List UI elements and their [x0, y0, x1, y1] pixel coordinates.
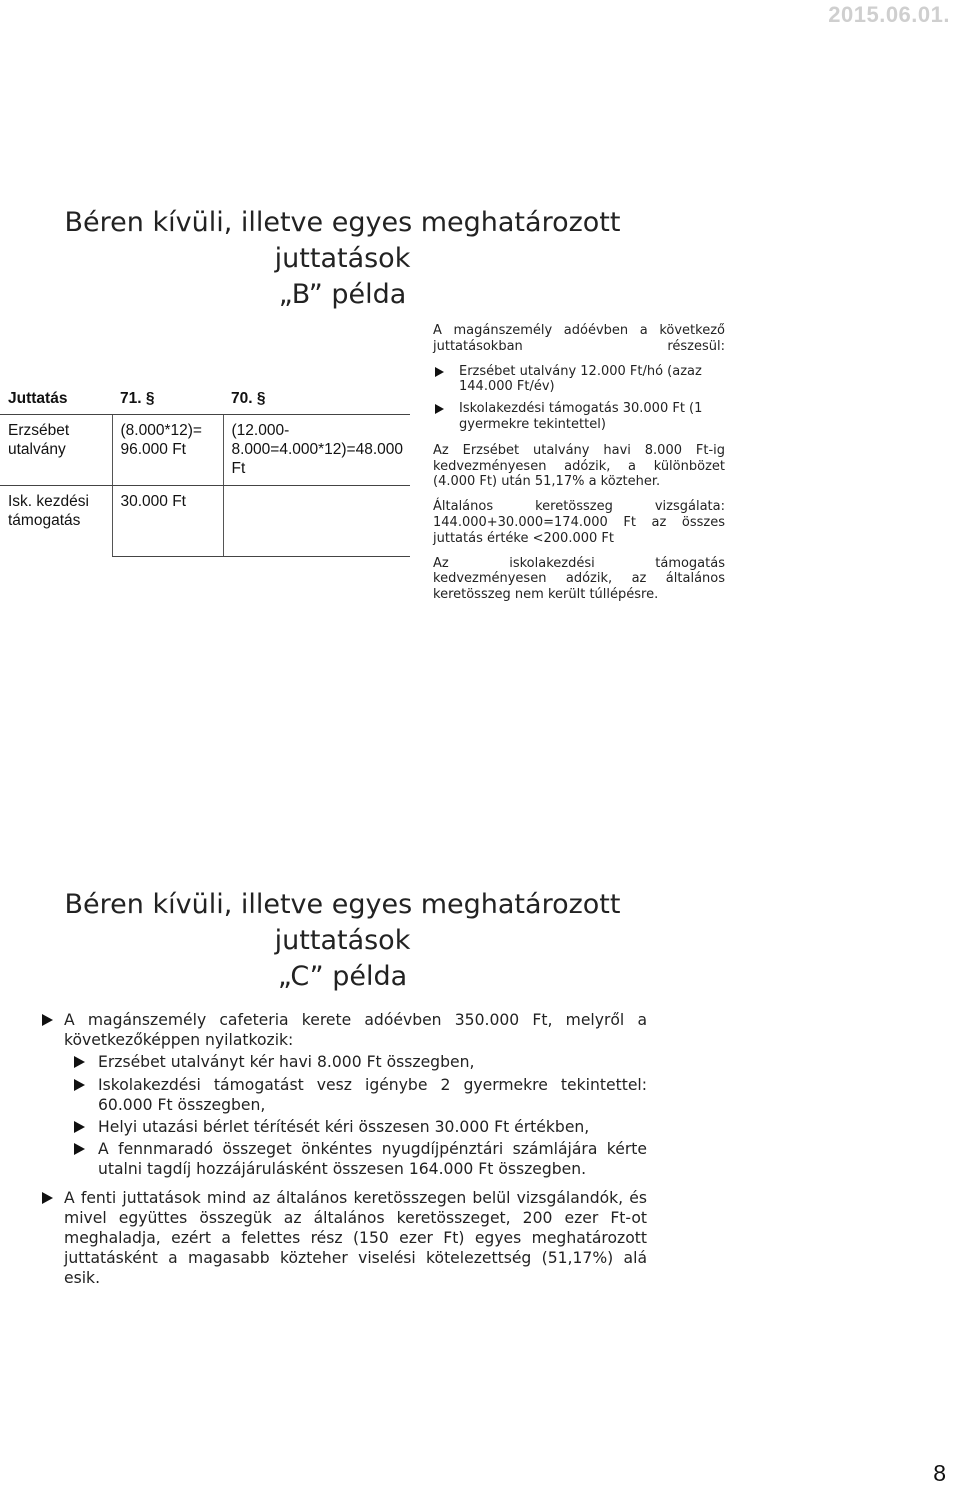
bullet-triangle-icon — [74, 1121, 85, 1133]
list-item-text: Iskolakezdési támogatás 30.000 Ft (1 gyermekre tekintettel) — [459, 401, 703, 432]
title-line: Béren kívüli, illetve egyes meghatározott — [64, 207, 621, 238]
table-header-cell: 71. § — [112, 383, 223, 415]
table-cell: Erzsébet utalvány — [0, 415, 112, 486]
bullet-triangle-icon — [74, 1079, 85, 1091]
bullet-triangle-icon — [74, 1056, 85, 1068]
slide-c-title — [60, 887, 625, 995]
table-cell — [223, 486, 410, 557]
slide-c-text — [42, 1010, 647, 1297]
title-line: juttatások — [274, 925, 411, 956]
sub-list-item — [64, 1139, 647, 1179]
table-header-row — [0, 383, 410, 415]
table-cell: (12.000- 8.000=4.000*12)=48.000 Ft — [223, 415, 410, 486]
sub-list-item-text: Iskolakezdési támogatást vesz igénybe 2 gyermekre tekintettel: 60.000 Ft összegben, — [98, 1075, 647, 1114]
list-item-text: A fenti juttatások mind az általános keretösszegen belül vizsgálandók, és mivel együttes összegük az általános keretösszeget, 200 ezer Ft-ot meghaladja, ezért a felettes rész (150 ezer Ft) egyes meghatározott juttatásként a magasabb közteher viselési kötelezettség (51,17%) alá esik. — [64, 1188, 647, 1288]
sub-list-item — [64, 1052, 647, 1072]
page-number: 8 — [933, 1460, 946, 1486]
bullet-triangle-icon — [435, 367, 444, 377]
page-date: 2015.06.01. — [828, 2, 950, 27]
list-item — [42, 1188, 647, 1289]
list-item-text: Erzsébet utalvány 12.000 Ft/hó (azaz 144.000 Ft/év) — [459, 363, 702, 395]
slide-b-text — [433, 323, 725, 612]
bullet-triangle-icon — [74, 1143, 85, 1155]
table-header-cell: 70. § — [223, 383, 410, 415]
table-row — [0, 486, 410, 557]
juttatas-table — [0, 383, 410, 557]
title-line: „C” példa — [277, 961, 408, 992]
title-line: Béren kívüli, illetve egyes meghatározott — [64, 889, 621, 920]
sub-list-item — [64, 1117, 647, 1137]
list-item — [42, 1010, 647, 1180]
sub-list-item-text: Erzsébet utalványt kér havi 8.000 Ft összegben, — [98, 1053, 475, 1072]
paragraph: Az Erzsébet utalvány havi 8.000 Ft-ig kedvezményesen adózik, a különbözet (4.000 Ft) után 51,17% a közteher. — [433, 442, 725, 490]
bullet-triangle-icon — [435, 404, 444, 414]
table-cell: 30.000 Ft — [112, 486, 223, 557]
bullet-triangle-icon — [42, 1192, 53, 1204]
sub-list-item-text: A fennmaradó összeget önkéntes nyugdíjpénztári számlájára kérte utalni tagdíj hozzájárulásként összesen 164.000 Ft összegben. — [98, 1140, 647, 1179]
intro-text: A magánszemély adóévben a következő juttatásokban részesül: — [433, 323, 725, 354]
table-row — [0, 415, 410, 486]
list-item — [433, 364, 725, 396]
list-item-text: A magánszemély cafeteria kerete adóévben 350.000 Ft, melyről a következőképpen nyilatkozik: — [64, 1011, 647, 1050]
paragraph: Az iskolakezdési támogatás kedvezményesen adózik, az általános keretösszeg nem került túllépésre. — [433, 555, 725, 603]
bullet-triangle-icon — [42, 1014, 53, 1026]
title-line: juttatások — [274, 243, 411, 274]
table-cell: Isk. kezdési támogatás — [8, 493, 89, 529]
sub-list-item-text: Helyi utazási bérlet térítését kéri összesen 30.000 Ft értékben, — [98, 1118, 590, 1137]
table-header-cell: Juttatás — [0, 383, 112, 415]
list-item — [433, 401, 725, 433]
table-cell: (8.000*12)= 96.000 Ft — [112, 415, 223, 486]
sub-list-item — [64, 1075, 647, 1115]
paragraph: Általános keretösszeg vizsgálata: 144.000+30.000=174.000 Ft az összes juttatás értéke <200.000 Ft — [433, 499, 725, 546]
slide-b-title — [60, 205, 625, 313]
title-line: „B” példa — [278, 279, 407, 310]
